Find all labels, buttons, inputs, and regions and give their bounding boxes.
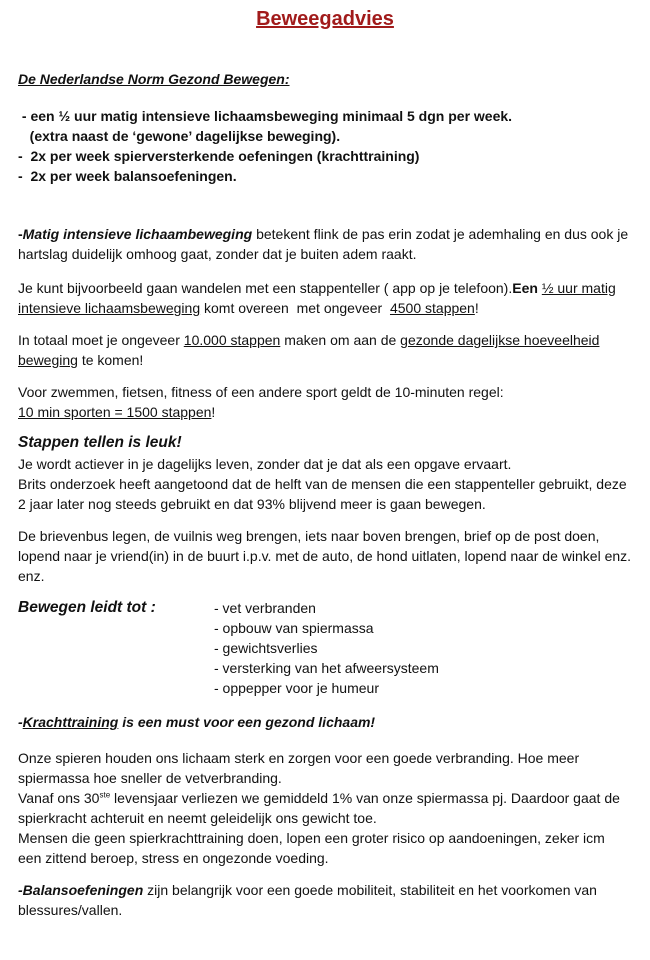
kracht-line-1: Onze spieren houden ons lichaam sterk en zorgen voor een goede verbranding. Hoe meer spiermassa hoe sneller de vetverbranding. <box>18 750 580 786</box>
bewegen-list <box>214 598 439 698</box>
wandelen-text-1: Je kunt bijvoorbeeld gaan wandelen met een stappenteller ( app op je telefoon). <box>18 280 513 296</box>
kracht-line-3: Mensen die geen spierkrachttraining doen, lopen een groter risico op aandoeningen, zeker icm een zittend beroep, stress en ongezonde voeding. <box>18 830 605 866</box>
bewegen-section <box>18 598 632 698</box>
page-title: Beweegadvies <box>256 8 394 30</box>
kracht-paragraph <box>18 748 632 868</box>
kracht-heading <box>18 712 632 732</box>
zwemmen-rule: 10 min sporten = 1500 stappen <box>18 404 212 420</box>
brievenbus-paragraph: De brievenbus legen, de vuilnis weg brengen, iets naar boven brengen, brief op de post doen, lopend naar je vriend(in) in de buurt i.p.v. met de auto, de hond uitlaten, lopend naar de winkel enz. enz. <box>18 528 632 584</box>
list-item: - vet verbranden <box>214 600 316 616</box>
stappen-line-2: Brits onderzoek heeft aangetoond dat de helft van de mensen die een stappenteller gebruikt, deze 2 jaar later nog steeds gebruikt en dat 93% blijvend meer is gaan bewegen. <box>18 476 627 512</box>
wandelen-text-3: komt overeen met ongeveer <box>200 300 390 316</box>
wandelen-link-steps: 4500 stappen <box>389 300 475 316</box>
kracht-text: Vanaf ons 30 <box>18 790 100 806</box>
norm-item: - een ½ uur matig intensieve lichaamsbeweging minimaal 5 dgn per week. <box>18 108 513 124</box>
wandelen-text-4: ! <box>474 300 479 316</box>
wandelen-text-2: Een <box>512 280 542 296</box>
totaal-link-steps: 10.000 stappen <box>183 332 281 348</box>
stappen-section <box>18 432 632 514</box>
norm-heading: De Nederlandse Norm Gezond Bewegen: <box>18 71 290 87</box>
balans-term: Balansoefeningen <box>22 882 144 898</box>
matig-text: betekent flink de pas erin zodat je ademhaling en dus ook je hartslag duidelijk omhoog gaat, zonder dat je buiten adem raakt. <box>18 226 629 262</box>
totaal-paragraph <box>18 330 632 370</box>
totaal-text-1: In totaal moet je ongeveer <box>18 332 184 348</box>
zwemmen-line: Voor zwemmen, fietsen, fitness of een andere sport geldt de 10-minuten regel: <box>18 384 504 400</box>
stappen-heading: Stappen tellen is leuk! <box>18 434 182 451</box>
zwemmen-paragraph <box>18 382 632 422</box>
list-item: - gewichtsverlies <box>214 640 318 656</box>
kracht-text: levensjaar verliezen we gemiddeld 1% van onze spiermassa pj. Daardoor gaat de spierkracht achteruit en neemt geleidelijk ons gewicht toe. <box>18 790 620 826</box>
kracht-prefix: - <box>18 714 23 730</box>
balans-prefix: - <box>18 882 23 898</box>
kracht-heading-rest: is een must voor een gezond lichaam! <box>118 714 376 730</box>
balans-text: zijn belangrijk voor een goede mobiliteit, stabiliteit en het voorkomen van blessures/vallen. <box>18 882 597 918</box>
totaal-text-3: te komen! <box>77 352 144 368</box>
matig-term: Matig intensieve lichaambeweging <box>22 226 253 242</box>
kracht-superscript: ste <box>99 790 111 800</box>
norm-item: - 2x per week balansoefeningen. <box>18 168 237 184</box>
matig-paragraph <box>18 224 632 264</box>
totaal-link-amount: gezonde dagelijkse hoeveelheid beweging <box>18 332 600 368</box>
totaal-text-2: maken om aan de <box>280 332 401 348</box>
kracht-term: Krachttraining <box>22 714 119 730</box>
stappen-line-1: Je wordt actiever in je dagelijks leven, zonder dat je dat als een opgave ervaart. <box>18 456 512 472</box>
zwemmen-end: ! <box>211 404 216 420</box>
balans-paragraph <box>18 880 632 920</box>
norm-item: - 2x per week spierversterkende oefeningen (krachttraining) <box>18 148 420 164</box>
bewegen-heading: Bewegen leidt tot : <box>18 599 156 616</box>
list-item: - opbouw van spiermassa <box>214 620 374 636</box>
wandelen-link-half-hour: ½ uur matig intensieve lichaamsbeweging <box>18 280 616 316</box>
list-item: - versterking van het afweersysteem <box>214 660 439 676</box>
list-item: - oppepper voor je humeur <box>214 680 379 696</box>
wandelen-paragraph <box>18 278 632 318</box>
kracht-line-2 <box>18 788 632 828</box>
norm-item: (extra naast de ‘gewone’ dagelijkse beweging). <box>18 128 341 144</box>
norm-list <box>18 106 632 186</box>
matig-prefix: - <box>18 226 23 242</box>
